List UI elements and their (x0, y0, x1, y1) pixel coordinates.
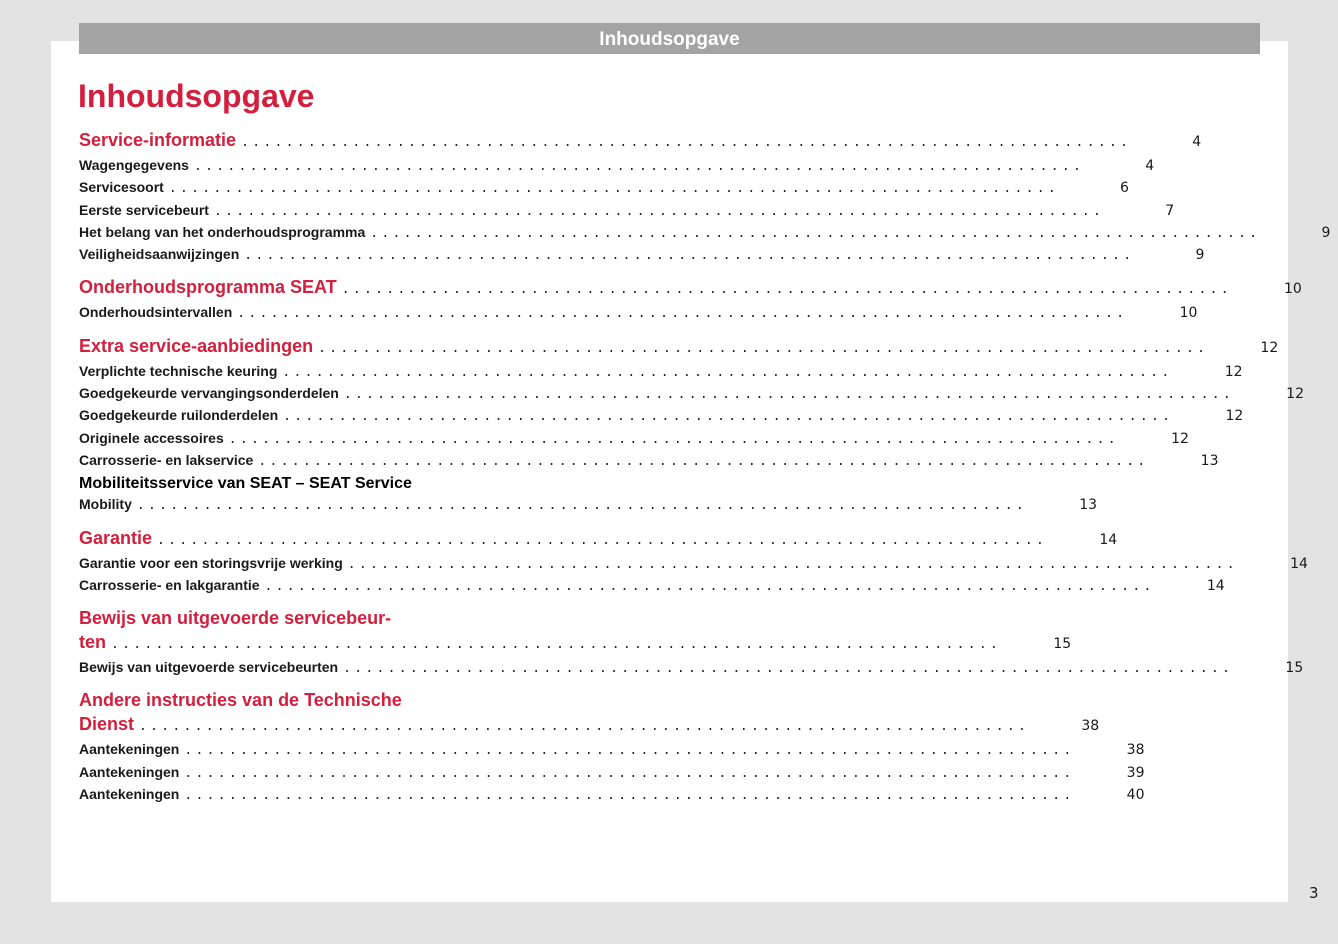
entry-page: 6 (1120, 180, 1129, 197)
toc-section-andere (79, 688, 1145, 806)
entry-label: Garantie voor een storingsvrije werking (79, 554, 343, 571)
entry-page: 40 (1126, 787, 1145, 804)
section-page: 38 (1081, 718, 1100, 735)
leader-dots: ................................................................................ (228, 431, 1119, 447)
toc-section-service (79, 128, 1331, 266)
toc-entry[interactable] (79, 428, 1189, 450)
leader-dots: ................................................................................ (370, 225, 1261, 241)
entry-page: 14 (1206, 577, 1225, 594)
leader-dots: ................................................................................ (258, 453, 1149, 469)
entry-page: 15 (1285, 660, 1304, 677)
section-page: 14 (1099, 531, 1118, 548)
leader-dots: ................................................................................ (139, 719, 1030, 735)
entry-page: 39 (1126, 764, 1145, 781)
toc-entry[interactable] (79, 405, 1244, 427)
section-page: 10 (1284, 281, 1302, 298)
leader-dots: ................................................................................ (157, 532, 1048, 548)
leader-dots: ................................................................................ (184, 788, 1075, 804)
entry-page: 12 (1171, 430, 1189, 447)
toc-section-extra (79, 334, 1304, 517)
entry-label: Servicesoort (79, 179, 164, 196)
toc-entry[interactable] (79, 302, 1198, 324)
toc-entry[interactable] (79, 177, 1129, 199)
leader-dots: ................................................................................ (241, 135, 1132, 150)
section-title-line1[interactable]: Bewijs van uitgevoerde servicebeur- (79, 608, 392, 629)
entry-label: Carrosserie- en lakservice (79, 451, 254, 468)
leader-dots: ................................................................................ (244, 248, 1135, 264)
leader-dots: ................................................................................ (341, 282, 1232, 298)
section-title: Service-informatie (79, 130, 237, 150)
entry-label: Het belang van het onderhoudsprogramma (79, 223, 366, 240)
leader-dots: ................................................................................ (237, 306, 1128, 322)
entry-label: Mobility (79, 496, 132, 513)
leader-dots: ................................................................................ (213, 203, 1105, 219)
header-bar: Inhoudsopgave (79, 23, 1260, 54)
toc-entry[interactable] (79, 361, 1243, 383)
section-title: Extra service-aanbiedingen (79, 335, 314, 356)
leader-dots: ................................................................................ (193, 159, 1085, 174)
entry-label: Verplichte technische keuring (79, 362, 278, 379)
entry-label: Goedgekeurde vervangingsonderdelen (79, 385, 339, 402)
toc-entry[interactable] (79, 575, 1225, 597)
entry-page: 10 (1179, 305, 1198, 322)
section-page: 4 (1192, 134, 1202, 150)
toc-entry[interactable] (79, 553, 1308, 575)
entry-label: Originele accessoires (79, 429, 224, 446)
toc-entry[interactable] (79, 222, 1331, 244)
toc-section-bewijs (79, 606, 1304, 679)
entry-page: 4 (1145, 158, 1155, 174)
section-title: Garantie (79, 527, 153, 548)
toc-entry[interactable] (79, 784, 1145, 806)
leader-dots: ................................................................................ (168, 181, 1059, 197)
leader-dots: ................................................................................ (184, 765, 1075, 781)
section-title: ten (79, 632, 106, 653)
toc-entry[interactable] (79, 200, 1175, 222)
toc-section-garantie (79, 526, 1308, 598)
entry-page: 14 (1290, 555, 1308, 572)
toc-entry[interactable] (79, 244, 1205, 266)
toc-section-heading[interactable] (79, 712, 1100, 739)
toc-section-heading[interactable] (79, 275, 1302, 302)
entry-page: 12 (1286, 386, 1304, 403)
toc-entry[interactable] (79, 450, 1219, 472)
toc-section-heading[interactable] (79, 334, 1279, 361)
leader-dots: ................................................................................ (343, 661, 1234, 677)
entry-label: Aantekeningen (79, 786, 180, 803)
section-page: 15 (1053, 636, 1072, 653)
toc-entry[interactable] (79, 155, 1155, 177)
entry-label: Mobiliteitsservice van SEAT – SEAT Service (79, 475, 412, 493)
leader-dots: ................................................................................ (282, 364, 1173, 380)
entry-label: Goedgekeurde ruilonderdelen (79, 407, 279, 424)
leader-dots: ................................................................................ (283, 409, 1174, 425)
toc-entry[interactable] (79, 739, 1145, 761)
leader-dots: ................................................................................ (111, 637, 1002, 653)
section-title-line1[interactable]: Andere instructies van de Technische (79, 690, 402, 711)
toc-section-heading[interactable] (79, 630, 1072, 657)
section-page: 12 (1260, 339, 1279, 356)
toc-entry[interactable] (79, 762, 1145, 784)
toc-entry-mobility[interactable] (79, 494, 1098, 516)
entry-page: 9 (1321, 224, 1331, 241)
entry-label: Eerste servicebeurt (79, 201, 209, 218)
leader-dots: ................................................................................ (347, 556, 1238, 572)
toc-entry[interactable] (79, 657, 1304, 679)
leader-dots: ................................................................................ (184, 743, 1075, 759)
entry-label: Onderhoudsintervallen (79, 304, 233, 321)
toc-section-onderhoud (79, 275, 1302, 324)
toc-entry[interactable] (79, 383, 1304, 405)
section-title: Onderhoudsprogramma SEAT (79, 277, 337, 298)
entry-label: Aantekeningen (79, 763, 180, 780)
leader-dots: ................................................................................ (264, 578, 1155, 594)
entry-label: Carrosserie- en lakgarantie (79, 576, 260, 593)
entry-label: Aantekeningen (79, 741, 180, 758)
entry-page: 38 (1126, 742, 1145, 759)
toc-section-heading[interactable] (79, 128, 1202, 155)
leader-dots: ................................................................................ (318, 340, 1209, 356)
entry-page: 13 (1200, 452, 1219, 469)
page-number: 3 (1309, 884, 1319, 902)
section-title: Dienst (79, 714, 135, 735)
entry-label: Bewijs van uitgevoerde servicebeurten (79, 659, 339, 676)
entry-page: 7 (1165, 202, 1175, 219)
leader-dots: ................................................................................ (136, 498, 1028, 514)
entry-label: Wagengegevens (79, 157, 189, 173)
toc-section-heading[interactable] (79, 526, 1118, 553)
entry-page: 12 (1225, 408, 1244, 425)
entry-label: Veiligheidsaanwijzingen (79, 246, 240, 263)
leader-dots: ................................................................................ (343, 387, 1234, 403)
table-of-contents (79, 128, 1331, 815)
page-title: Inhoudsopgave (78, 78, 315, 114)
entry-page: 13 (1079, 497, 1098, 514)
toc-entry-mobility-line1[interactable] (79, 472, 453, 494)
entry-page: 12 (1224, 363, 1243, 380)
entry-page: 9 (1195, 247, 1205, 264)
